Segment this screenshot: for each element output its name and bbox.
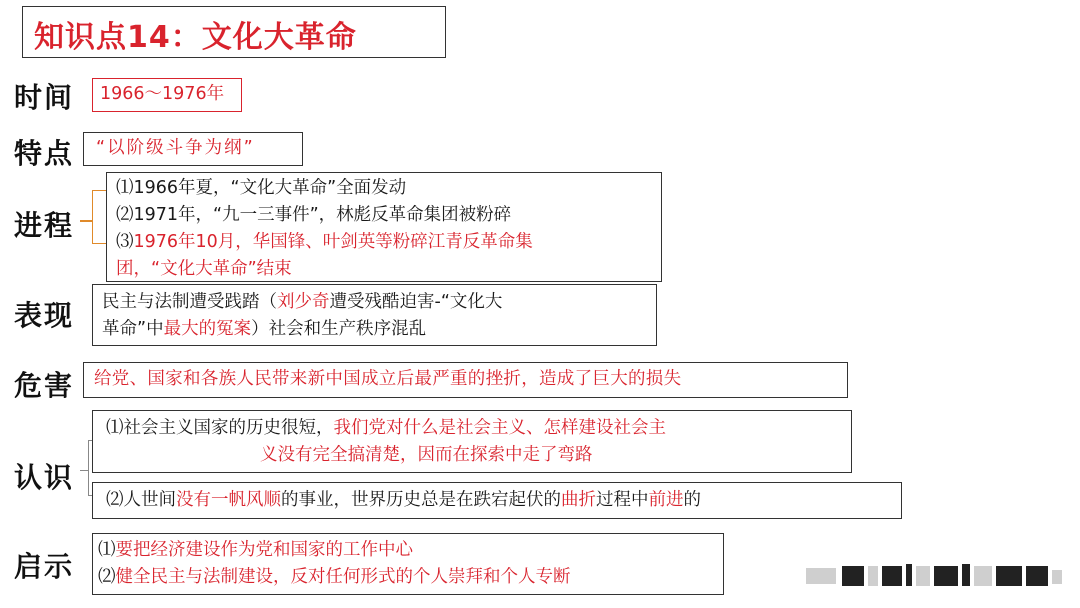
manifestation-line-1 xyxy=(102,288,502,316)
inspiration-item-2-prefix: ⑵ xyxy=(98,567,116,587)
process-item-2: ⑵1971年，“九一三事件”，林彪反革命集团被粉碎 xyxy=(116,205,512,225)
watermark-mark xyxy=(996,566,1022,586)
watermark-mark xyxy=(974,566,992,586)
understanding-p2-f: 前进 xyxy=(648,490,684,510)
understanding-p2-c: 的事业，世界历史总是在跌宕起伏的 xyxy=(281,490,561,510)
process-item-3-line-2: 团，“文化大革命”结束 xyxy=(116,259,292,279)
understanding-p2-g: 的 xyxy=(683,490,701,510)
watermark-mark xyxy=(842,566,864,586)
watermark-mark xyxy=(882,566,902,586)
process-item-3-text: 1976年10月，华国锋、叶剑英等粉碎江青反革命集 xyxy=(133,232,533,252)
process-item-1: ⑴1966年夏，“文化大革命”全面发动 xyxy=(116,178,407,198)
understanding-p1-line-2: 义没有完全搞清楚，因而在探索中走了弯路 xyxy=(260,445,593,465)
manifestation-text-a: 民主与法制遭受践踏（ xyxy=(102,292,277,312)
label-manifestation: 表现 xyxy=(14,299,75,332)
harm-value: 给党、国家和各族人民带来新中国成立后最严重的挫折，造成了巨大的损失 xyxy=(94,369,682,389)
watermark-mark xyxy=(962,564,970,586)
inspiration-item-2-text: 健全民主与法制建设，反对任何形式的个人崇拜和个人专断 xyxy=(115,567,571,587)
time-value: 1966～1976年 xyxy=(100,84,225,104)
manifestation-line-2 xyxy=(102,315,426,343)
process-connector xyxy=(80,220,92,222)
feature-value: “以阶级斗争为纲” xyxy=(96,138,255,158)
understanding-p2-d: 曲折 xyxy=(561,490,596,510)
manifestation-text-f: ）社会和生产秩序混乱 xyxy=(251,319,427,339)
watermark-mark xyxy=(1052,570,1062,584)
understanding-p1-b: 我们党对什么是社会主义、怎样建设社会主 xyxy=(333,418,666,438)
understanding-p2-a: ⑵人世间 xyxy=(106,490,176,510)
label-process: 进程 xyxy=(14,209,75,242)
manifestation-emphasis: 最大的冤案 xyxy=(163,319,252,339)
manifestation-text-c: 遭受残酷迫害-“文化大 xyxy=(329,292,503,312)
understanding-p2 xyxy=(106,486,701,514)
process-bracket xyxy=(92,190,106,244)
inspiration-item-1 xyxy=(98,536,413,564)
label-understanding: 认识 xyxy=(14,461,75,494)
watermark xyxy=(806,562,1068,590)
watermark-mark xyxy=(916,566,930,586)
manifestation-text-d: 革命”中 xyxy=(102,319,164,339)
watermark-mark xyxy=(1026,566,1048,586)
understanding-p2-e: 过程中 xyxy=(596,490,649,510)
label-feature: 特点 xyxy=(14,137,75,170)
page-title: 知识点14：文化大革命 xyxy=(34,20,357,55)
manifestation-name: 刘少奇 xyxy=(277,292,330,312)
inspiration-item-1-text: 要把经济建设作为党和国家的工作中心 xyxy=(115,540,413,560)
label-time: 时间 xyxy=(14,81,75,114)
process-item-3-line-1 xyxy=(116,228,533,256)
watermark-mark xyxy=(934,566,958,586)
watermark-mark xyxy=(806,568,836,584)
inspiration-item-1-prefix: ⑴ xyxy=(98,540,116,560)
understanding-p1-line-1 xyxy=(106,414,666,442)
inspiration-item-2 xyxy=(98,563,571,591)
watermark-mark xyxy=(868,566,878,586)
understanding-connector xyxy=(80,470,88,471)
process-item-3-prefix: ⑶ xyxy=(116,232,134,252)
label-harm: 危害 xyxy=(14,369,75,402)
watermark-mark xyxy=(906,564,912,586)
understanding-p1-a: ⑴社会主义国家的历史很短， xyxy=(106,418,334,438)
understanding-p2-b: 没有一帆风顺 xyxy=(176,490,281,510)
label-inspiration: 启示 xyxy=(14,550,75,583)
